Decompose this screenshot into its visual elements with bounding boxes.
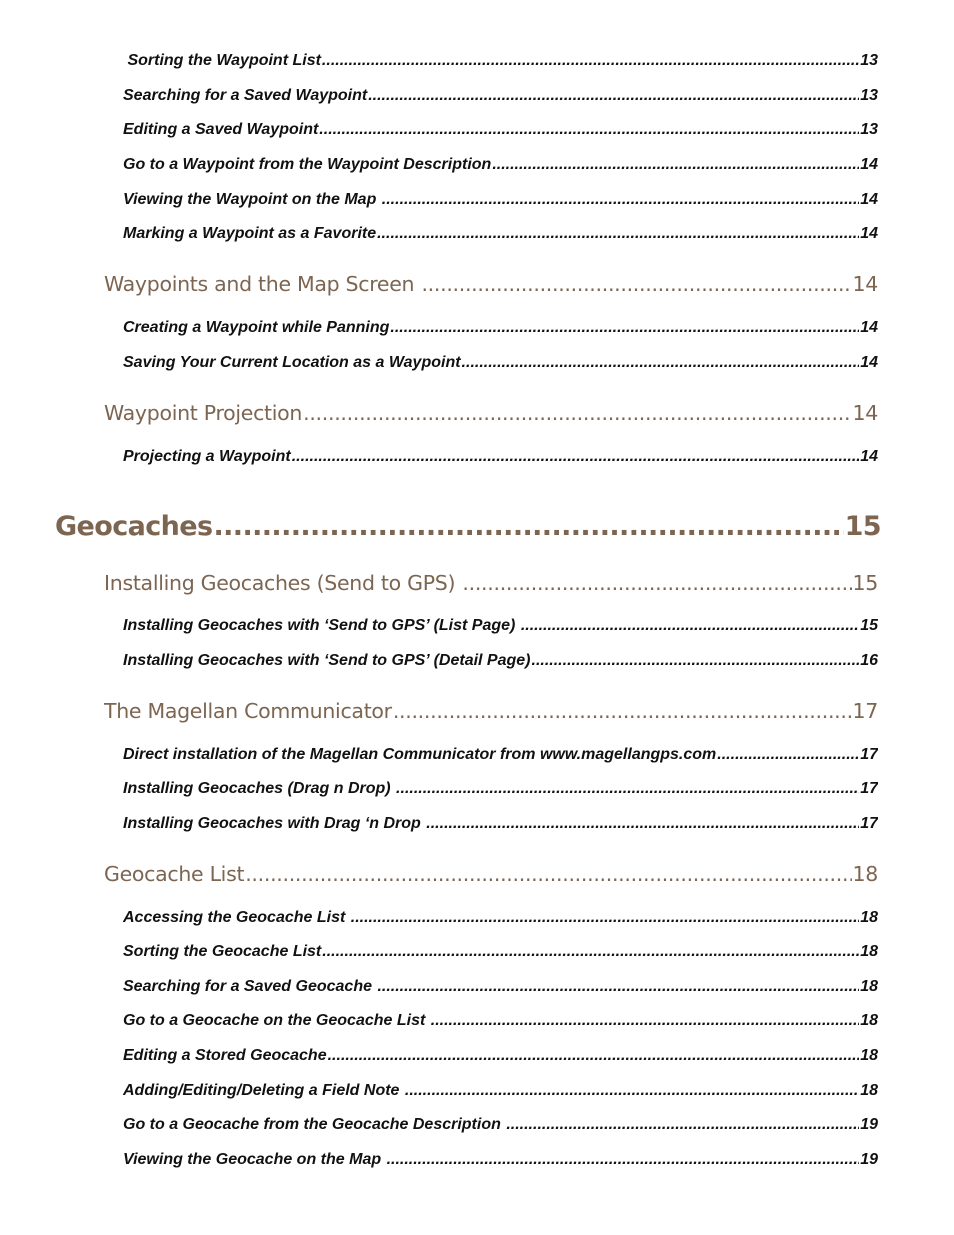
toc-entry[interactable]: [123, 121, 878, 139]
toc-entry-page: 17: [860, 746, 878, 763]
toc-entry-title: Creating a Waypoint while Panning: [123, 319, 390, 336]
dot-leader: [717, 746, 859, 764]
toc-section-title: Installing Geocaches (Send to GPS): [104, 571, 462, 595]
toc-entry-title: Saving Your Current Location as a Waypoint: [123, 354, 461, 371]
toc-entry[interactable]: [123, 1012, 878, 1030]
toc-entry-page: 14: [860, 319, 878, 336]
toc-entry[interactable]: [123, 52, 878, 70]
toc-entry[interactable]: [123, 87, 878, 105]
dot-leader: [213, 511, 843, 542]
dot-leader: [532, 652, 860, 670]
toc-entry-title: Direct installation of the Magellan Communicator from www.magellangps.com: [123, 746, 717, 763]
toc-entry-title: Viewing the Geocache on the Map: [123, 1151, 386, 1168]
toc-entry-page: 17: [860, 780, 878, 797]
toc-entry-title: Searching for a Saved Waypoint: [123, 87, 368, 104]
toc-entry[interactable]: [123, 191, 878, 209]
toc-entry-page: 18: [860, 1082, 878, 1099]
dot-leader: [328, 1047, 860, 1065]
toc-entry-page: 18: [860, 1012, 878, 1029]
dot-leader: [431, 1012, 859, 1030]
dot-leader: [396, 780, 859, 798]
toc-section-page: 18: [852, 862, 878, 886]
toc-entry-page: 18: [860, 978, 878, 995]
toc-entry-title: Projecting a Waypoint: [123, 448, 291, 465]
toc-section[interactable]: [104, 699, 878, 723]
toc-entry-title: Installing Geocaches (Drag n Drop): [123, 780, 396, 797]
toc-entry-title: Editing a Stored Geocache: [123, 1047, 327, 1064]
dot-leader: [393, 699, 852, 723]
dot-leader: [382, 191, 859, 209]
toc-section[interactable]: [104, 272, 878, 296]
toc-entry-page: 18: [860, 1047, 878, 1064]
toc-entry-page: 17: [860, 815, 878, 832]
toc-section-page: 17: [852, 699, 878, 723]
toc-section-page: 15: [852, 571, 878, 595]
toc-entry-title: Installing Geocaches with ‘Send to GPS’ (Detail Page): [123, 652, 531, 669]
toc-entry[interactable]: [123, 815, 878, 833]
toc-entry[interactable]: [123, 909, 878, 927]
toc-entry-title: Adding/Editing/Deleting a Field Note: [123, 1082, 404, 1099]
toc-entry[interactable]: [123, 448, 878, 466]
toc-entry[interactable]: [123, 943, 878, 961]
dot-leader: [506, 1116, 859, 1134]
toc-chapter-title: Geocaches: [55, 511, 213, 542]
toc-entry-page: 14: [860, 225, 878, 242]
toc-entry[interactable]: [123, 1047, 878, 1065]
toc-section[interactable]: [104, 862, 878, 886]
toc-entry-page: 18: [860, 909, 878, 926]
toc-entry-title: Go to a Geocache from the Geocache Description: [123, 1116, 506, 1133]
toc-entry[interactable]: [123, 156, 878, 174]
dot-leader: [292, 448, 859, 466]
toc-entry[interactable]: [123, 1082, 878, 1100]
dot-leader: [377, 225, 859, 243]
toc-entry[interactable]: [123, 652, 878, 670]
dot-leader: [303, 401, 851, 425]
toc-section-title: The Magellan Communicator: [104, 699, 392, 723]
toc-entry-title: Marking a Waypoint as a Favorite: [123, 225, 377, 242]
toc-section[interactable]: [104, 401, 878, 425]
dot-leader: [245, 862, 851, 886]
toc-entry-title: Accessing the Geocache List: [123, 909, 350, 926]
dot-leader: [421, 272, 851, 296]
toc-chapter[interactable]: [55, 511, 881, 542]
dot-leader: [521, 617, 859, 635]
dot-leader: [390, 319, 859, 337]
dot-leader: [387, 1151, 860, 1169]
toc-section-page: 14: [852, 401, 878, 425]
dot-leader: [462, 571, 851, 595]
dot-leader: [322, 52, 859, 70]
toc-entry-page: 13: [860, 52, 878, 69]
toc-section-title: Waypoint Projection: [104, 401, 303, 425]
toc-entry-page: 15: [860, 617, 878, 634]
toc-entry[interactable]: [123, 354, 878, 372]
toc-entry-page: 14: [860, 354, 878, 371]
toc-entry[interactable]: [123, 746, 878, 764]
toc-entry-page: 13: [860, 87, 878, 104]
toc-section[interactable]: [104, 571, 878, 595]
toc-entry[interactable]: [123, 319, 878, 337]
toc-entry-page: 14: [860, 448, 878, 465]
toc-entry[interactable]: [123, 1116, 878, 1134]
dot-leader: [492, 156, 859, 174]
toc-entry[interactable]: [123, 617, 878, 635]
dot-leader: [462, 354, 860, 372]
toc-entry-title: Installing Geocaches with Drag ‘n Drop: [123, 815, 426, 832]
dot-leader: [377, 978, 859, 996]
toc-entry-page: 14: [860, 156, 878, 173]
toc-entry-title: Editing a Saved Waypoint: [123, 121, 319, 138]
dot-leader: [405, 1082, 859, 1100]
toc-section-title: Waypoints and the Map Screen: [104, 272, 421, 296]
toc-entry-page: 18: [860, 943, 878, 960]
toc-entry-title: Searching for a Saved Geocache: [123, 978, 377, 995]
toc-section-title: Geocache List: [104, 862, 245, 886]
toc-entry-title: Sorting the Waypoint List: [123, 52, 321, 69]
dot-leader: [368, 87, 859, 105]
dot-leader: [426, 815, 859, 833]
toc-section-page: 14: [852, 272, 878, 296]
toc-entry-title: Installing Geocaches with ‘Send to GPS’ (List Page): [123, 617, 520, 634]
toc-entry-page: 16: [860, 652, 878, 669]
toc-entry-title: Go to a Waypoint from the Waypoint Description: [123, 156, 492, 173]
toc-chapter-page: 15: [844, 511, 881, 542]
toc-entry-page: 13: [860, 121, 878, 138]
toc-entry[interactable]: [123, 978, 878, 996]
dot-leader: [322, 943, 859, 961]
toc-entry-page: 14: [860, 191, 878, 208]
toc-entry[interactable]: [123, 1151, 878, 1169]
dot-leader: [351, 909, 859, 927]
toc-entry-title: Sorting the Geocache List: [123, 943, 322, 960]
toc-entry-title: Go to a Geocache on the Geocache List: [123, 1012, 430, 1029]
toc-entry-title: Viewing the Waypoint on the Map: [123, 191, 381, 208]
toc-entry-page: 19: [860, 1116, 878, 1133]
toc-entry[interactable]: [123, 225, 878, 243]
toc-entry[interactable]: [123, 780, 878, 798]
toc-entry-page: 19: [860, 1151, 878, 1168]
dot-leader: [319, 121, 859, 139]
